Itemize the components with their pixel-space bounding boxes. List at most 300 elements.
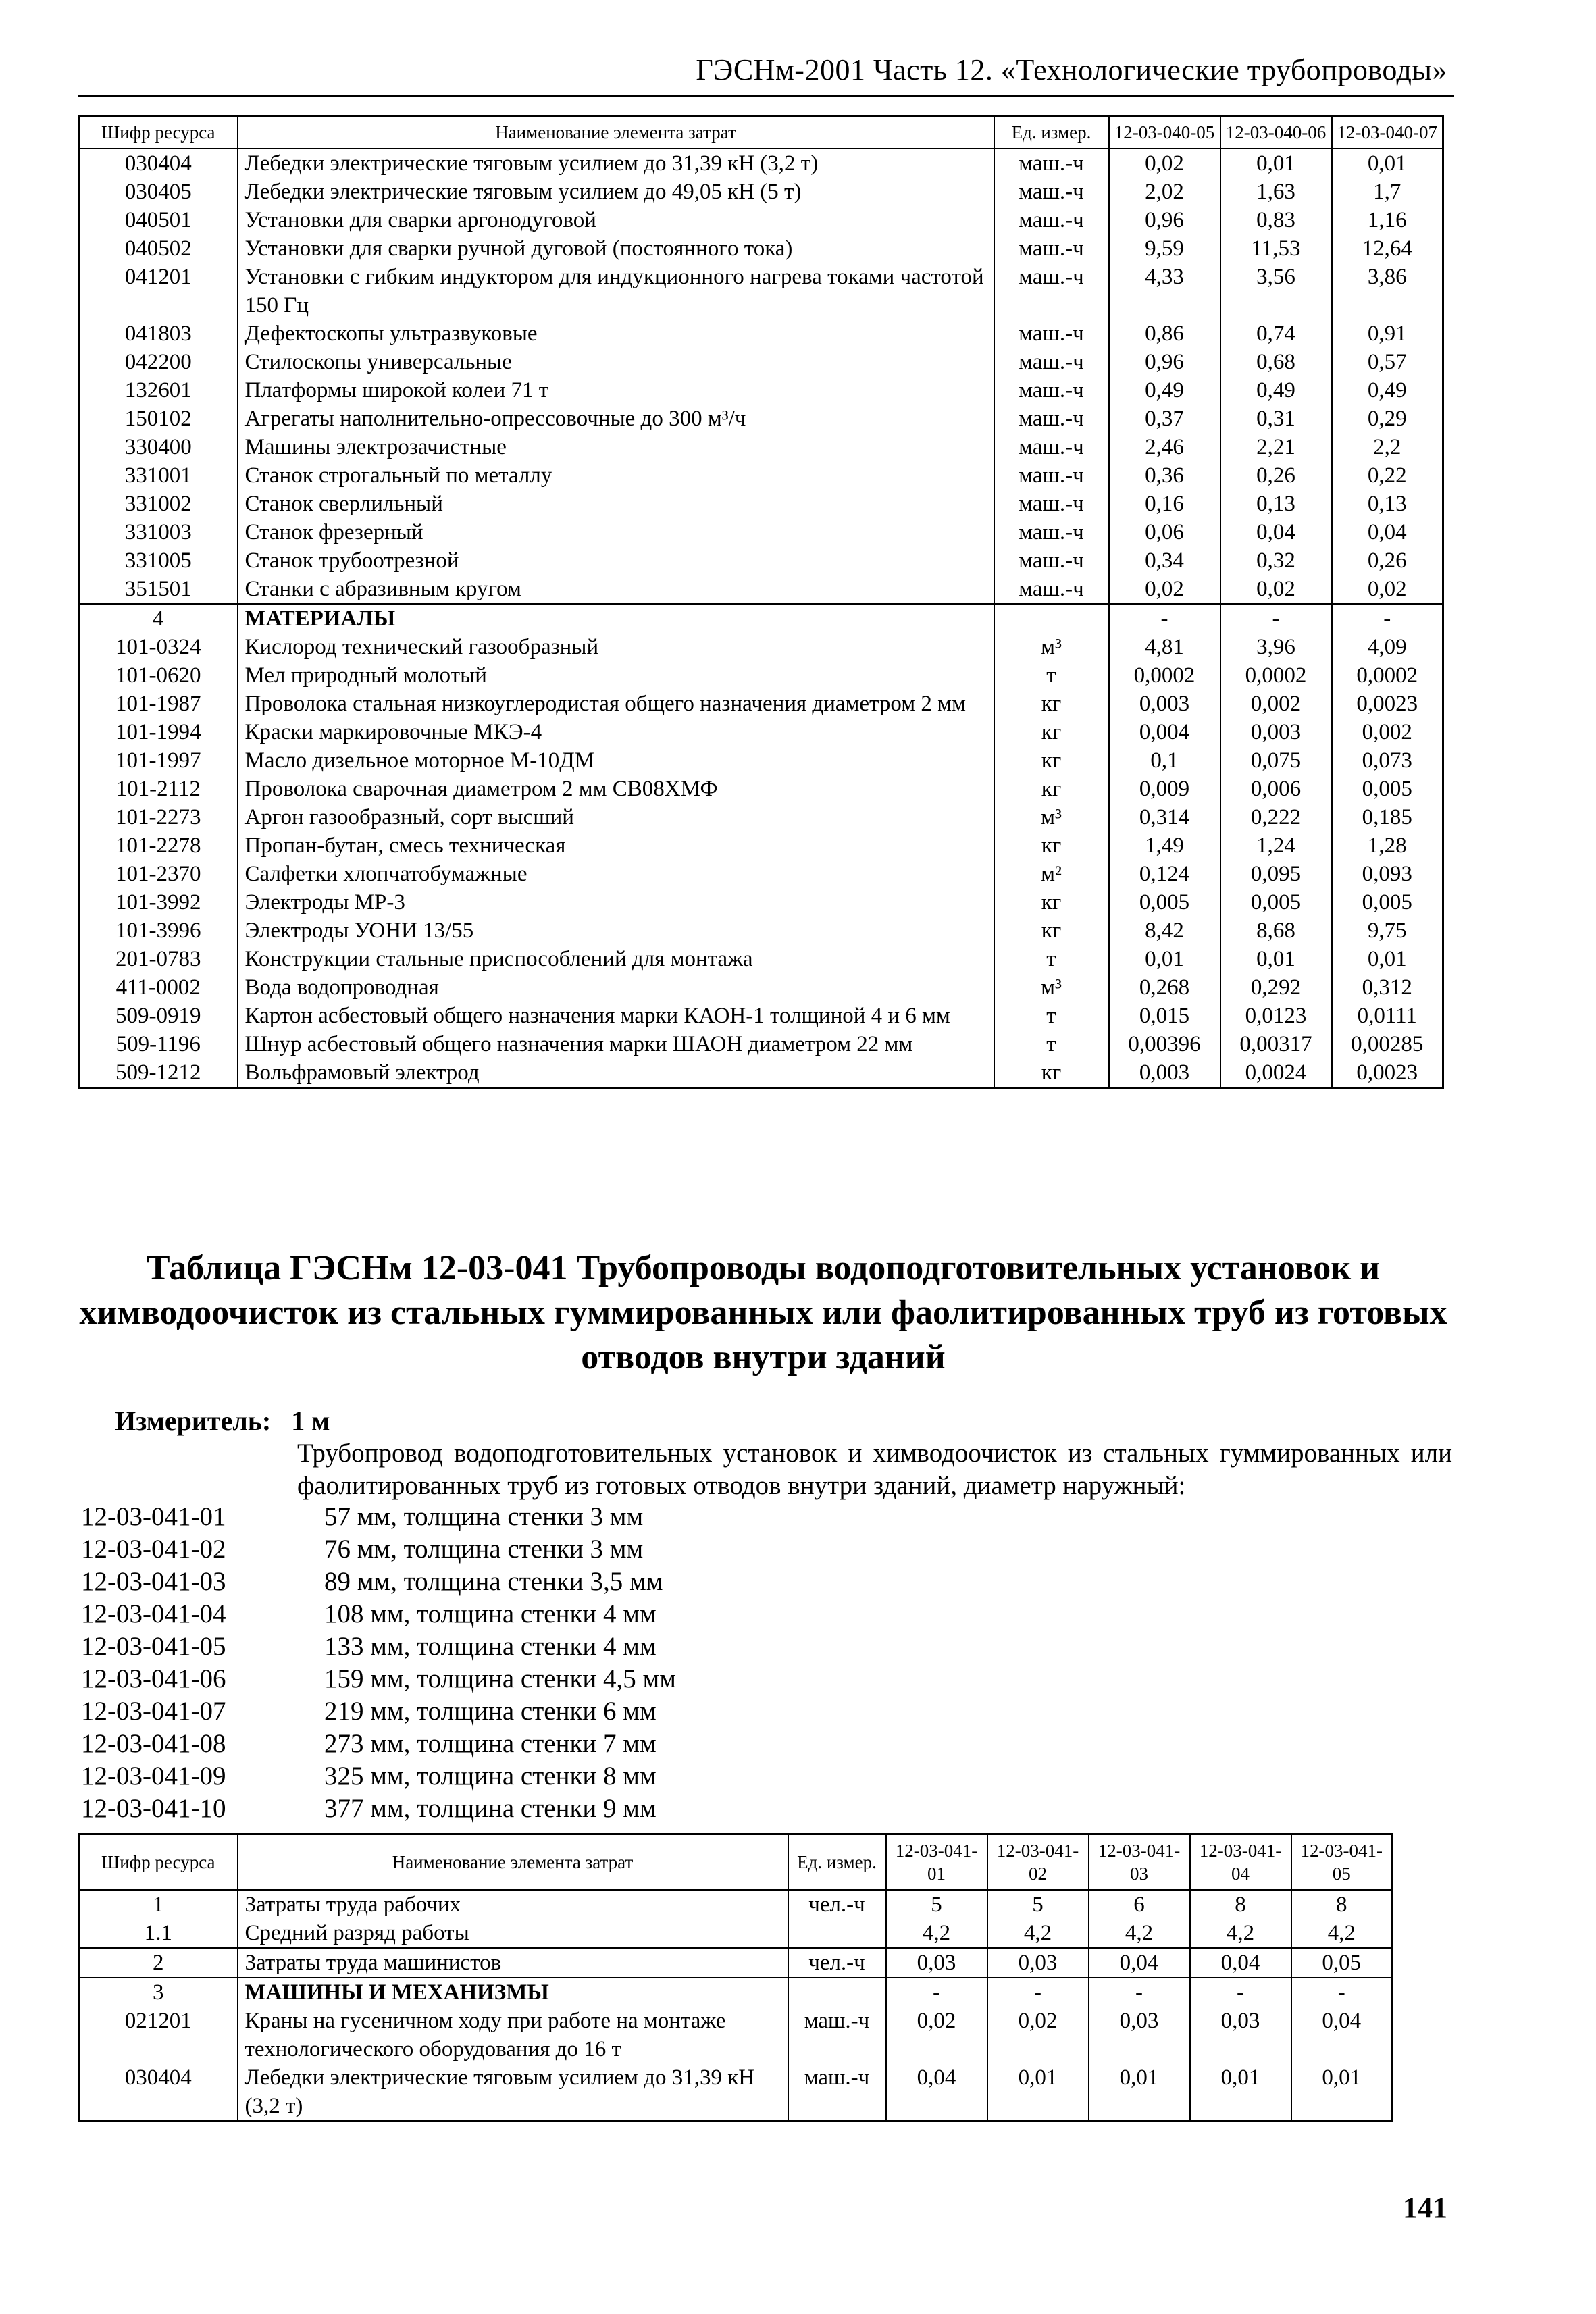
table-row — [79, 433, 1443, 461]
resource-code-cell: 3 — [79, 1978, 238, 2007]
value-cell: 0,04 — [1089, 1948, 1190, 1978]
value-cell: 0,02 — [1109, 575, 1220, 604]
value-cell: 0,83 — [1220, 206, 1332, 234]
value-cell: 0,0002 — [1109, 661, 1220, 690]
value-cell: - — [1220, 604, 1332, 633]
value-cell: 0,34 — [1109, 546, 1220, 575]
value-cell: 0,02 — [1220, 575, 1332, 604]
value-cell: 0,68 — [1220, 348, 1332, 376]
value-cell: - — [1190, 1978, 1291, 2007]
norm-description: 133 мм, толщина стенки 4 мм — [324, 1632, 657, 1661]
value-cell: маш.-ч — [994, 518, 1109, 546]
value-cell — [788, 1919, 886, 1948]
norm-code-item — [81, 1630, 676, 1663]
section-description: Трубопровод водоподготовительных установок и химводоочисток из стальных гуммированных или фаолитированных труб из готовых отводов внутри зданий, диаметр наружный: — [297, 1439, 1452, 1500]
value-cell: 0,04 — [1190, 1948, 1291, 1978]
value-cell: 8,42 — [1109, 917, 1220, 945]
table-row — [79, 661, 1443, 690]
value-cell: кг — [994, 888, 1109, 917]
norm-description: 89 мм, толщина стенки 3,5 мм — [324, 1567, 663, 1596]
resource-code-cell: 331002 — [79, 490, 238, 518]
resource-name-cell: Средний разряд работы — [238, 1919, 788, 1948]
value-cell: маш.-ч — [994, 263, 1109, 319]
resource-code-cell: 040502 — [79, 234, 238, 263]
value-cell: 0,57 — [1332, 348, 1443, 376]
value-cell: 0,075 — [1220, 746, 1332, 775]
value-cell: 4,81 — [1109, 633, 1220, 661]
value-cell: 0,0002 — [1220, 661, 1332, 690]
table-row — [79, 1058, 1443, 1088]
table-row — [79, 2007, 1393, 2063]
value-cell: маш.-ч — [994, 433, 1109, 461]
value-cell: 0,74 — [1220, 319, 1332, 348]
value-cell: маш.-ч — [994, 546, 1109, 575]
value-cell: 0,01 — [1220, 149, 1332, 178]
value-cell: 0,26 — [1220, 461, 1332, 490]
norm-code: 12-03-041-01 — [81, 1502, 226, 1531]
norm-code-list — [81, 1501, 676, 1825]
value-cell: 0,00285 — [1332, 1030, 1443, 1058]
table-row — [79, 206, 1443, 234]
norm-code-item — [81, 1760, 676, 1793]
resource-name-cell: Агрегаты наполнительно-опрессовочные до 300 м³/ч — [238, 405, 994, 433]
table-row — [79, 1948, 1393, 1978]
value-cell: 0,314 — [1109, 803, 1220, 831]
value-cell: 0,04 — [1220, 518, 1332, 546]
resource-name-cell: Лебедки электрические тяговым усилием до 31,39 кН (3,2 т) — [238, 2063, 788, 2122]
norm-description: 76 мм, толщина стенки 3 мм — [324, 1535, 644, 1564]
value-cell: кг — [994, 775, 1109, 803]
measure-label: Измеритель: — [115, 1406, 272, 1436]
norm-code: 12-03-041-04 — [81, 1599, 226, 1628]
norm-code-item — [81, 1598, 676, 1630]
table-row — [79, 376, 1443, 405]
value-cell: 8,68 — [1220, 917, 1332, 945]
resource-name-cell: Лебедки электрические тяговым усилием до 31,39 кН (3,2 т) — [238, 149, 994, 178]
value-cell: 0,02 — [987, 2007, 1089, 2063]
value-cell: 0,03 — [987, 1948, 1089, 1978]
resource-code-cell: 101-2278 — [79, 831, 238, 860]
value-cell: 0,13 — [1220, 490, 1332, 518]
resource-code-cell: 030404 — [79, 149, 238, 178]
value-cell: 0,96 — [1109, 206, 1220, 234]
resource-code-cell: 331001 — [79, 461, 238, 490]
resource-code-cell: 509-0919 — [79, 1002, 238, 1030]
value-cell: 2,21 — [1220, 433, 1332, 461]
value-cell: 0,86 — [1109, 319, 1220, 348]
value-cell: 0,002 — [1332, 718, 1443, 746]
resource-code-cell: 4 — [79, 604, 238, 633]
table-row — [79, 775, 1443, 803]
value-cell: 2,46 — [1109, 433, 1220, 461]
table-row — [79, 490, 1443, 518]
value-cell: 1,28 — [1332, 831, 1443, 860]
measure-value: 1 м — [291, 1406, 330, 1436]
resource-code-cell: 101-1994 — [79, 718, 238, 746]
resource-name-cell: Электроды УОНИ 13/55 — [238, 917, 994, 945]
table-row — [79, 888, 1443, 917]
value-cell: 0,96 — [1109, 348, 1220, 376]
resource-table-041 — [78, 1833, 1393, 2122]
column-header: Наименование элемента затрат — [238, 1834, 788, 1891]
page-number: 141 — [1403, 2191, 1447, 2224]
value-cell: 0,093 — [1332, 860, 1443, 888]
value-cell: 0,003 — [1109, 690, 1220, 718]
value-cell: 9,75 — [1332, 917, 1443, 945]
resource-name-cell: Установки для сварки аргонодуговой — [238, 206, 994, 234]
norm-description: 325 мм, толщина стенки 8 мм — [324, 1762, 657, 1791]
resource-code-cell: 331005 — [79, 546, 238, 575]
resource-code-cell: 101-0620 — [79, 661, 238, 690]
table-row — [79, 604, 1443, 633]
value-cell: 0,31 — [1220, 405, 1332, 433]
norm-code-item — [81, 1501, 676, 1533]
value-cell: 1,16 — [1332, 206, 1443, 234]
resource-code-cell: 101-2273 — [79, 803, 238, 831]
value-cell: 0,02 — [1332, 575, 1443, 604]
value-cell: 0,01 — [1190, 2063, 1291, 2122]
value-cell: 1,49 — [1109, 831, 1220, 860]
table-row — [79, 178, 1443, 206]
table-header-row — [79, 1834, 1393, 1891]
norm-code: 12-03-041-09 — [81, 1762, 226, 1791]
column-header: Шифр ресурса — [79, 1834, 238, 1891]
value-cell: 1,24 — [1220, 831, 1332, 860]
value-cell: м³ — [994, 633, 1109, 661]
value-cell: 0,0111 — [1332, 1002, 1443, 1030]
norm-code: 12-03-041-07 — [81, 1697, 226, 1726]
value-cell: 0,1 — [1109, 746, 1220, 775]
value-cell: 0,01 — [1109, 945, 1220, 973]
resource-code-cell: 101-3992 — [79, 888, 238, 917]
resource-name-cell: Затраты труда машинистов — [238, 1948, 788, 1978]
resource-name-cell: Аргон газообразный, сорт высший — [238, 803, 994, 831]
value-cell: маш.-ч — [994, 405, 1109, 433]
table-row — [79, 263, 1443, 319]
table-row — [79, 633, 1443, 661]
column-header: 12-03-041-05 — [1291, 1834, 1393, 1891]
resource-name-cell: Краны на гусеничном ходу при работе на монтаже технологического оборудования до 16 т — [238, 2007, 788, 2063]
table-row — [79, 546, 1443, 575]
value-cell: маш.-ч — [994, 178, 1109, 206]
running-header: ГЭСНм-2001 Часть 12. «Технологические трубопроводы» — [696, 53, 1447, 86]
value-cell: 4,09 — [1332, 633, 1443, 661]
value-cell: 0,003 — [1109, 1058, 1220, 1088]
value-cell: - — [886, 1978, 987, 2007]
value-cell: чел.-ч — [788, 1948, 886, 1978]
table-row — [79, 718, 1443, 746]
resource-code-cell: 331003 — [79, 518, 238, 546]
resource-name-cell: Лебедки электрические тяговым усилием до 49,05 кН (5 т) — [238, 178, 994, 206]
value-cell: - — [987, 1978, 1089, 2007]
value-cell: 0,004 — [1109, 718, 1220, 746]
norm-description: 57 мм, толщина стенки 3 мм — [324, 1502, 644, 1531]
norm-code-item — [81, 1695, 676, 1728]
section-title: Таблица ГЭСНм 12-03-041 Трубопроводы водоподготовительных установок и химводоочисток из стальных гуммированных или фаолитированных труб из готовых отводов внутри зданий — [79, 1249, 1447, 1377]
value-cell: м² — [994, 860, 1109, 888]
resource-name-cell: МАТЕРИАЛЫ — [238, 604, 994, 633]
table-row — [79, 149, 1443, 178]
resource-code-cell: 201-0783 — [79, 945, 238, 973]
resource-name-cell: МАШИНЫ И МЕХАНИЗМЫ — [238, 1978, 788, 2007]
value-cell: 4,2 — [1190, 1919, 1291, 1948]
value-cell: 9,59 — [1109, 234, 1220, 263]
value-cell: 0,222 — [1220, 803, 1332, 831]
table-row — [79, 1919, 1393, 1948]
value-cell: маш.-ч — [994, 319, 1109, 348]
value-cell: 0,29 — [1332, 405, 1443, 433]
resource-name-cell: Станок сверлильный — [238, 490, 994, 518]
column-header: 12-03-041-02 — [987, 1834, 1089, 1891]
column-header: 12-03-041-01 — [886, 1834, 987, 1891]
resource-name-cell: Электроды МР-3 — [238, 888, 994, 917]
value-cell: 0,185 — [1332, 803, 1443, 831]
value-cell: маш.-ч — [994, 206, 1109, 234]
table-header-row — [79, 116, 1443, 149]
value-cell: 0,292 — [1220, 973, 1332, 1002]
value-cell: 0,04 — [1291, 2007, 1393, 2063]
resource-code-cell: 101-3996 — [79, 917, 238, 945]
value-cell: 0,01 — [1089, 2063, 1190, 2122]
norm-code-item — [81, 1566, 676, 1598]
resource-code-cell: 030405 — [79, 178, 238, 206]
norm-code: 12-03-041-06 — [81, 1664, 226, 1693]
value-cell: 0,0023 — [1332, 690, 1443, 718]
norm-code-item — [81, 1793, 676, 1825]
column-header: 12-03-040-07 — [1332, 116, 1443, 149]
value-cell: кг — [994, 917, 1109, 945]
table-row — [79, 348, 1443, 376]
value-cell: чел.-ч — [788, 1890, 886, 1919]
value-cell: 0,49 — [1220, 376, 1332, 405]
table-row — [79, 917, 1443, 945]
value-cell: 0,49 — [1109, 376, 1220, 405]
resource-name-cell: Конструкции стальные приспособлений для монтажа — [238, 945, 994, 973]
value-cell: 4,2 — [987, 1919, 1089, 1948]
resource-code-cell: 042200 — [79, 348, 238, 376]
value-cell: 8 — [1190, 1890, 1291, 1919]
norm-description: 377 мм, толщина стенки 9 мм — [324, 1794, 657, 1823]
value-cell: 0,49 — [1332, 376, 1443, 405]
value-cell: 0,06 — [1109, 518, 1220, 546]
column-header: 12-03-041-04 — [1190, 1834, 1291, 1891]
value-cell: маш.-ч — [788, 2063, 886, 2122]
value-cell: 0,03 — [1190, 2007, 1291, 2063]
resource-code-cell: 411-0002 — [79, 973, 238, 1002]
column-header: 12-03-040-06 — [1220, 116, 1332, 149]
value-cell: 0,0023 — [1332, 1058, 1443, 1088]
resource-code-cell: 101-2112 — [79, 775, 238, 803]
norm-code: 12-03-041-08 — [81, 1729, 226, 1758]
value-cell: 6 — [1089, 1890, 1190, 1919]
value-cell: 0,01 — [1291, 2063, 1393, 2122]
value-cell: 0,91 — [1332, 319, 1443, 348]
value-cell: маш.-ч — [994, 348, 1109, 376]
value-cell: м³ — [994, 973, 1109, 1002]
norm-description: 273 мм, толщина стенки 7 мм — [324, 1729, 657, 1758]
resource-name-cell: Станки с абразивным кругом — [238, 575, 994, 604]
value-cell: 0,04 — [886, 2063, 987, 2122]
value-cell: 0,095 — [1220, 860, 1332, 888]
value-cell: 0,22 — [1332, 461, 1443, 490]
norm-code-item — [81, 1663, 676, 1695]
resource-name-cell: Машины электрозачистные — [238, 433, 994, 461]
resource-name-cell: Краски маркировочные МКЭ-4 — [238, 718, 994, 746]
value-cell: - — [1291, 1978, 1393, 2007]
value-cell: 0,13 — [1332, 490, 1443, 518]
norm-description: 108 мм, толщина стенки 4 мм — [324, 1599, 657, 1628]
value-cell: 3,86 — [1332, 263, 1443, 319]
resource-code-cell: 101-2370 — [79, 860, 238, 888]
resource-name-cell: Станок фрезерный — [238, 518, 994, 546]
value-cell: 0,37 — [1109, 405, 1220, 433]
norm-code: 12-03-041-05 — [81, 1632, 226, 1661]
value-cell: м³ — [994, 803, 1109, 831]
value-cell: 0,124 — [1109, 860, 1220, 888]
resource-name-cell: Станок трубоотрезной — [238, 546, 994, 575]
value-cell: 5 — [886, 1890, 987, 1919]
column-header: Ед. измер. — [994, 116, 1109, 149]
table-row — [79, 1030, 1443, 1058]
value-cell: 11,53 — [1220, 234, 1332, 263]
value-cell: маш.-ч — [994, 376, 1109, 405]
table-row — [79, 2063, 1393, 2122]
resource-name-cell: Установки для сварки ручной дуговой (постоянного тока) — [238, 234, 994, 263]
table-row — [79, 1978, 1393, 2007]
value-cell: 0,01 — [1332, 945, 1443, 973]
value-cell: 0,16 — [1109, 490, 1220, 518]
value-cell: 0,00396 — [1109, 1030, 1220, 1058]
value-cell: 0,02 — [886, 2007, 987, 2063]
resource-name-cell: Вольфрамовый электрод — [238, 1058, 994, 1088]
table-row — [79, 831, 1443, 860]
norm-description: 159 мм, толщина стенки 4,5 мм — [324, 1664, 676, 1693]
value-cell: 0,073 — [1332, 746, 1443, 775]
table-row — [79, 575, 1443, 604]
resource-name-cell: Платформы широкой колеи 71 т — [238, 376, 994, 405]
resource-name-cell: Вода водопроводная — [238, 973, 994, 1002]
resource-name-cell: Стилоскопы универсальные — [238, 348, 994, 376]
table-row — [79, 746, 1443, 775]
value-cell: 0,002 — [1220, 690, 1332, 718]
resource-code-cell: 351501 — [79, 575, 238, 604]
table-row — [79, 319, 1443, 348]
resource-code-cell: 132601 — [79, 376, 238, 405]
resource-code-cell: 509-1196 — [79, 1030, 238, 1058]
value-cell: 4,2 — [1089, 1919, 1190, 1948]
value-cell: 4,2 — [886, 1919, 987, 1948]
value-cell: 0,005 — [1332, 888, 1443, 917]
value-cell: маш.-ч — [994, 149, 1109, 178]
resource-code-cell: 1 — [79, 1890, 238, 1919]
resource-name-cell: Установки с гибким индуктором для индукционного нагрева токами частотой 150 Гц — [238, 263, 994, 319]
value-cell: кг — [994, 746, 1109, 775]
value-cell: 0,009 — [1109, 775, 1220, 803]
norm-code: 12-03-041-10 — [81, 1794, 226, 1823]
resource-name-cell: Салфетки хлопчатобумажные — [238, 860, 994, 888]
value-cell: 0,32 — [1220, 546, 1332, 575]
value-cell: 0,005 — [1220, 888, 1332, 917]
resource-code-cell: 040501 — [79, 206, 238, 234]
value-cell: 0,005 — [1332, 775, 1443, 803]
table-row — [79, 690, 1443, 718]
measure-line — [115, 1405, 330, 1437]
value-cell: 1,63 — [1220, 178, 1332, 206]
resource-code-cell: 101-0324 — [79, 633, 238, 661]
value-cell: 0,0123 — [1220, 1002, 1332, 1030]
table-row — [79, 1890, 1393, 1919]
resource-name-cell: Дефектоскопы ультразвуковые — [238, 319, 994, 348]
resource-name-cell: Проволока стальная низкоуглеродистая общего назначения диаметром 2 мм — [238, 690, 994, 718]
resource-name-cell: Пропан-бутан, смесь техническая — [238, 831, 994, 860]
resource-name-cell: Затраты труда рабочих — [238, 1890, 788, 1919]
value-cell: кг — [994, 1058, 1109, 1088]
resource-code-cell: 041201 — [79, 263, 238, 319]
table-row — [79, 973, 1443, 1002]
column-header: Наименование элемента затрат — [238, 116, 994, 149]
value-cell: 2,02 — [1109, 178, 1220, 206]
value-cell: кг — [994, 690, 1109, 718]
value-cell: 0,005 — [1109, 888, 1220, 917]
value-cell: кг — [994, 831, 1109, 860]
value-cell: т — [994, 1002, 1109, 1030]
value-cell: - — [1089, 1978, 1190, 2007]
resource-name-cell: Мел природный молотый — [238, 661, 994, 690]
value-cell: маш.-ч — [994, 575, 1109, 604]
resource-name-cell: Картон асбестовый общего назначения марки КАОН-1 толщиной 4 и 6 мм — [238, 1002, 994, 1030]
column-header: Ед. измер. — [788, 1834, 886, 1891]
value-cell: маш.-ч — [788, 2007, 886, 2063]
resource-code-cell: 030404 — [79, 2063, 238, 2122]
value-cell — [994, 604, 1109, 633]
norm-code: 12-03-041-02 — [81, 1535, 226, 1564]
resource-name-cell: Проволока сварочная диаметром 2 мм СВ08ХМФ — [238, 775, 994, 803]
value-cell: 3,96 — [1220, 633, 1332, 661]
value-cell: 0,00317 — [1220, 1030, 1332, 1058]
column-header: 12-03-040-05 — [1109, 116, 1220, 149]
resource-code-cell: 509-1212 — [79, 1058, 238, 1088]
table-row — [79, 803, 1443, 831]
value-cell: 0,01 — [1332, 149, 1443, 178]
value-cell: 0,0002 — [1332, 661, 1443, 690]
value-cell: 0,268 — [1109, 973, 1220, 1002]
table-row — [79, 945, 1443, 973]
value-cell: 0,05 — [1291, 1948, 1393, 1978]
value-cell: 4,33 — [1109, 263, 1220, 319]
value-cell: 0,36 — [1109, 461, 1220, 490]
resource-code-cell: 2 — [79, 1948, 238, 1978]
table-row — [79, 1002, 1443, 1030]
value-cell: 0,0024 — [1220, 1058, 1332, 1088]
table-row — [79, 860, 1443, 888]
value-cell — [788, 1978, 886, 2007]
value-cell: 12,64 — [1332, 234, 1443, 263]
value-cell: т — [994, 1030, 1109, 1058]
value-cell: маш.-ч — [994, 234, 1109, 263]
value-cell: 0,04 — [1332, 518, 1443, 546]
column-header: 12-03-041-03 — [1089, 1834, 1190, 1891]
value-cell: 0,03 — [886, 1948, 987, 1978]
value-cell: т — [994, 661, 1109, 690]
resource-name-cell: Масло дизельное моторное М-10ДМ — [238, 746, 994, 775]
resource-name-cell: Станок строгальный по металлу — [238, 461, 994, 490]
value-cell: 0,01 — [987, 2063, 1089, 2122]
resource-code-cell: 041803 — [79, 319, 238, 348]
value-cell: маш.-ч — [994, 490, 1109, 518]
value-cell: - — [1332, 604, 1443, 633]
value-cell: 0,006 — [1220, 775, 1332, 803]
norm-code-item — [81, 1728, 676, 1760]
